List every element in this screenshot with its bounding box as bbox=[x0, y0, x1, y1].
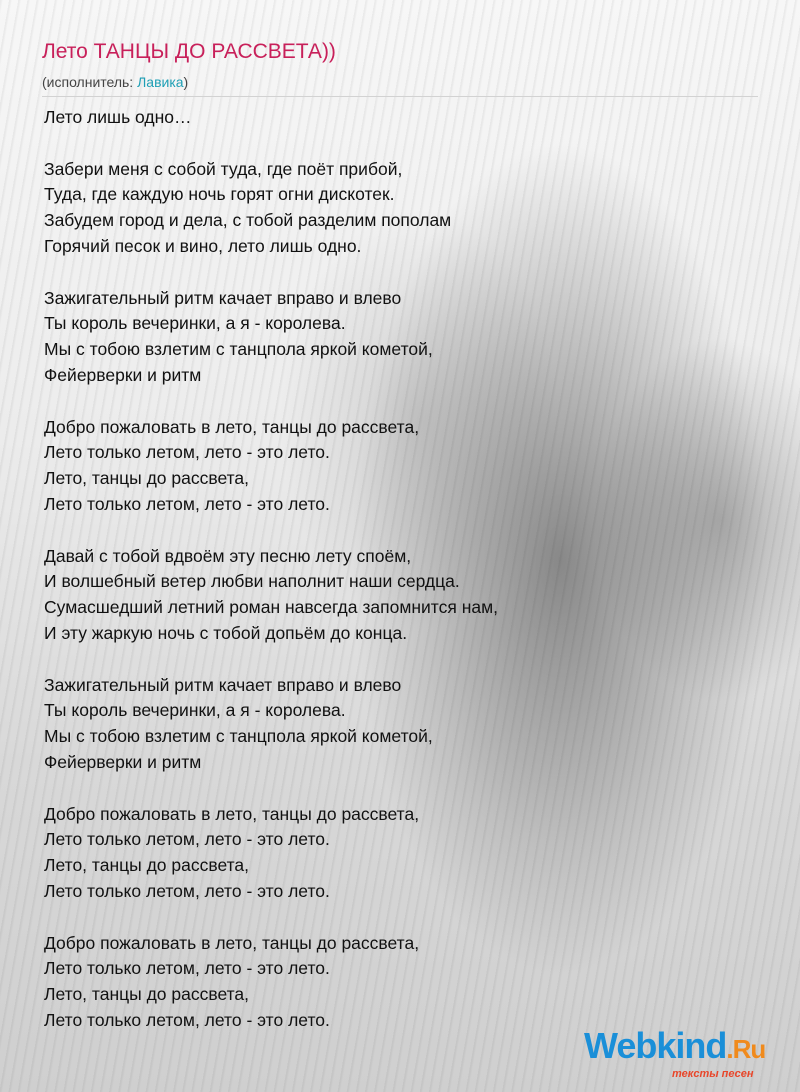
lyric-line: Лето лишь одно… bbox=[44, 107, 192, 127]
lyric-line: Добро пожаловать в лето, танцы до рассвета, bbox=[44, 932, 420, 953]
lyric-line: Лето только летом, лето - это лето. bbox=[44, 493, 330, 514]
stanza-gap bbox=[44, 389, 744, 415]
artist-prefix: (исполнитель: bbox=[42, 74, 138, 90]
artist-link[interactable]: Лавика bbox=[137, 74, 184, 90]
lyric-line: Зажигательный ритм качает вправо и влево bbox=[44, 674, 402, 695]
lyric-line: И эту жаркую ночь с тобой допьём до конца. bbox=[44, 622, 408, 643]
lyric-line: Туда, где каждую ночь горят огни дискотек. bbox=[44, 184, 395, 205]
lyric-line: Давай с тобой вдвоём эту песню лету споём, bbox=[44, 545, 412, 566]
lyric-line: Мы с тобою взлетим с танцпола яркой кометой, bbox=[44, 339, 433, 360]
lyric-line: Лето, танцы до рассвета, bbox=[44, 855, 250, 876]
lyric-line: Сумасшедший летний роман навсегда запомнится нам, bbox=[44, 597, 498, 618]
stanza-gap bbox=[44, 905, 744, 931]
header-divider bbox=[42, 96, 758, 97]
site-logo[interactable] bbox=[584, 1026, 765, 1069]
lyric-line: Мы с тобою взлетим с танцпола яркой кометой, bbox=[44, 726, 433, 747]
stanza-gap bbox=[44, 260, 744, 286]
lyric-line: Зажигательный ритм качает вправо и влево bbox=[44, 287, 402, 308]
lyric-line: Лето, танцы до рассвета, bbox=[44, 984, 250, 1005]
lyric-line: Лето только летом, лето - это лето. bbox=[44, 1009, 330, 1030]
lyric-line: Лето только летом, лето - это лето. bbox=[44, 829, 330, 850]
logo-tld-text: .Ru bbox=[726, 1034, 766, 1064]
lyric-line: Добро пожаловать в лето, танцы до рассвета, bbox=[44, 416, 420, 437]
lyric-line: И волшебный ветер любви наполнит наши сердца. bbox=[44, 571, 460, 592]
lyric-line: Лето, танцы до рассвета, bbox=[44, 468, 250, 489]
stanza-gap bbox=[44, 776, 744, 802]
song-title: Лето ТАНЦЫ ДО РАССВЕТА)) bbox=[42, 40, 336, 63]
lyric-line: Лето только летом, лето - это лето. bbox=[44, 958, 330, 979]
artist-line bbox=[42, 74, 188, 90]
lyric-line: Лето только летом, лето - это лето. bbox=[44, 880, 330, 901]
site-tagline: тексты песен bbox=[672, 1068, 754, 1080]
lyric-line: Ты король вечеринки, а я - королева. bbox=[44, 313, 346, 334]
lyric-line: Добро пожаловать в лето, танцы до рассвета, bbox=[44, 803, 420, 824]
artist-suffix: ) bbox=[183, 74, 189, 90]
lyric-line: Фейерверки и ритм bbox=[44, 364, 202, 385]
lyric-line: Ты король вечеринки, а я - королева. bbox=[44, 700, 346, 721]
stanza-gap bbox=[44, 647, 744, 673]
stanza-gap bbox=[44, 518, 744, 544]
lyric-line: Забери меня с собой туда, где поёт прибой, bbox=[44, 158, 403, 179]
lyric-line: Фейерверки и ритм bbox=[44, 751, 202, 772]
lyric-line: Забудем город и дела, с тобой разделим пополам bbox=[44, 210, 452, 231]
lyric-line: Горячий песок и вино, лето лишь одно. bbox=[44, 235, 362, 256]
stanza-gap bbox=[44, 131, 744, 157]
lyrics-body bbox=[44, 105, 744, 1034]
logo-main-text: Webkind bbox=[584, 1025, 727, 1066]
lyric-line: Лето только летом, лето - это лето. bbox=[44, 442, 330, 463]
